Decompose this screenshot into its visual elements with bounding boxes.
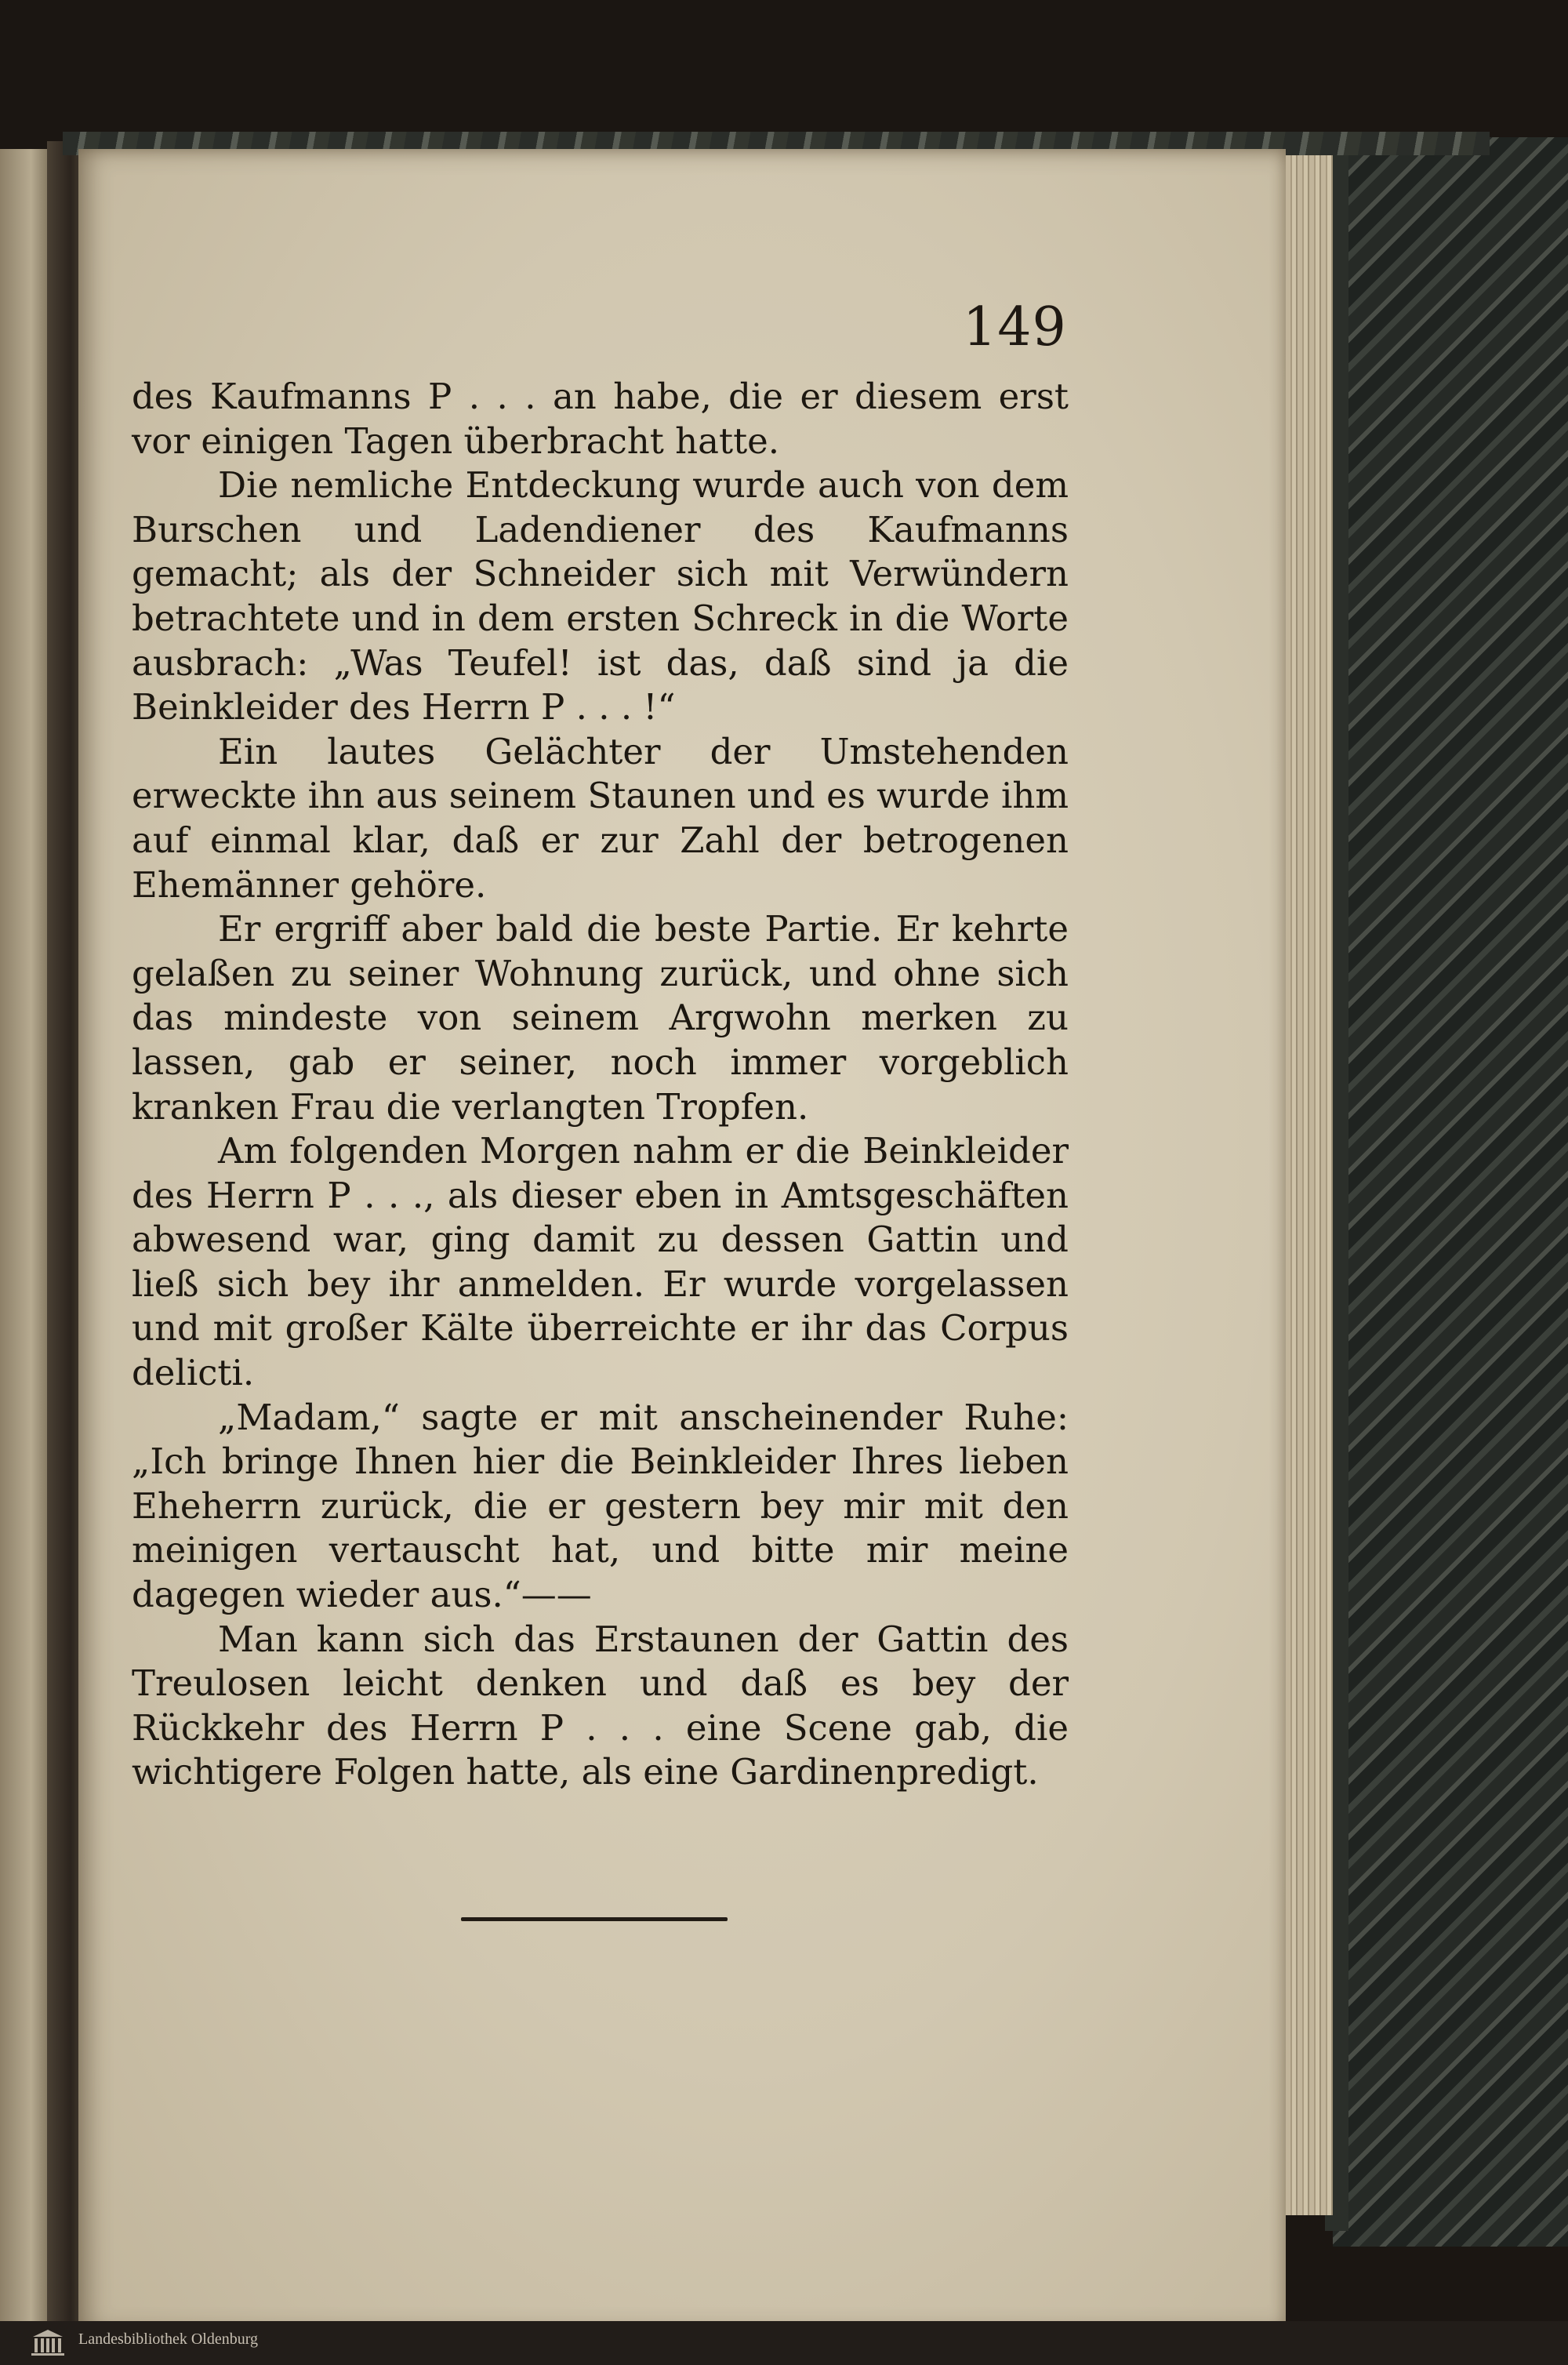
paragraph: Die nemliche Entdeckung wurde auch von dem Burschen und Ladendiener des Kaufmanns gemacht; als der Schneider sich mit Verwündern betrachtete und in dem ersten Schreck in die Worte ausbrach: „Was Teufel! ist das, daß sind ja die Beinkleider des Herrn P . . . !“ (132, 464, 1069, 728)
previous-page-edge (0, 149, 52, 2337)
paragraph: Am folgenden Morgen nahm er die Beinkleider des Herrn P . . ., als dieser eben in Amtsgeschäften abwesend war, ging damit zu dessen Gattin und ließ sich bey ihr anmelden. Er wurde vorgelassen und mit großer Kälte überreichte er ihr das Corpus delicti. (132, 1130, 1069, 1394)
paragraph: Man kann sich das Erstaunen der Gattin des Treulosen leicht denken und daß es bey der Rückkehr des Herrn P . . . eine Scene gab, die wichtigere Folgen hatte, als eine Gardinenpredigt. (132, 1618, 1069, 1793)
library-building-icon (30, 2327, 66, 2357)
page-text (132, 375, 1069, 1795)
paragraph: Er ergriff aber bald die beste Partie. Er kehrte gelaßen zu seiner Wohnung zurück, und ohne sich das mindeste von seinem Argwohn merken zu lassen, gab er seiner, noch immer vorgeblich kranken Frau die verlangten Tropfen. (132, 908, 1069, 1128)
paragraph: des Kaufmanns P . . . an habe, die er diesem erst vor einigen Tagen überbracht hatte. (132, 376, 1069, 462)
section-end-rule (461, 1917, 728, 1921)
book-cover-board (1333, 137, 1568, 2247)
paragraph: „Madam,“ sagte er mit anscheinender Ruhe: „Ich bringe Ihnen hier die Beinkleider Ihres lieben Eheherrn zurück, die er gestern bey mir mit den meinigen vertauscht hat, und bitte mir meine dagegen wieder aus.“—— (132, 1396, 1069, 1616)
page-number: 149 (963, 296, 1067, 358)
paragraph: Ein lautes Gelächter der Umstehenden erweckte ihn aus seinem Staunen und es wurde ihm auf einmal klar, daß er zur Zahl der betrogenen Ehemänner gehöre. (132, 730, 1069, 906)
library-name: Landesbibliothek Oldenburg (78, 2330, 259, 2348)
